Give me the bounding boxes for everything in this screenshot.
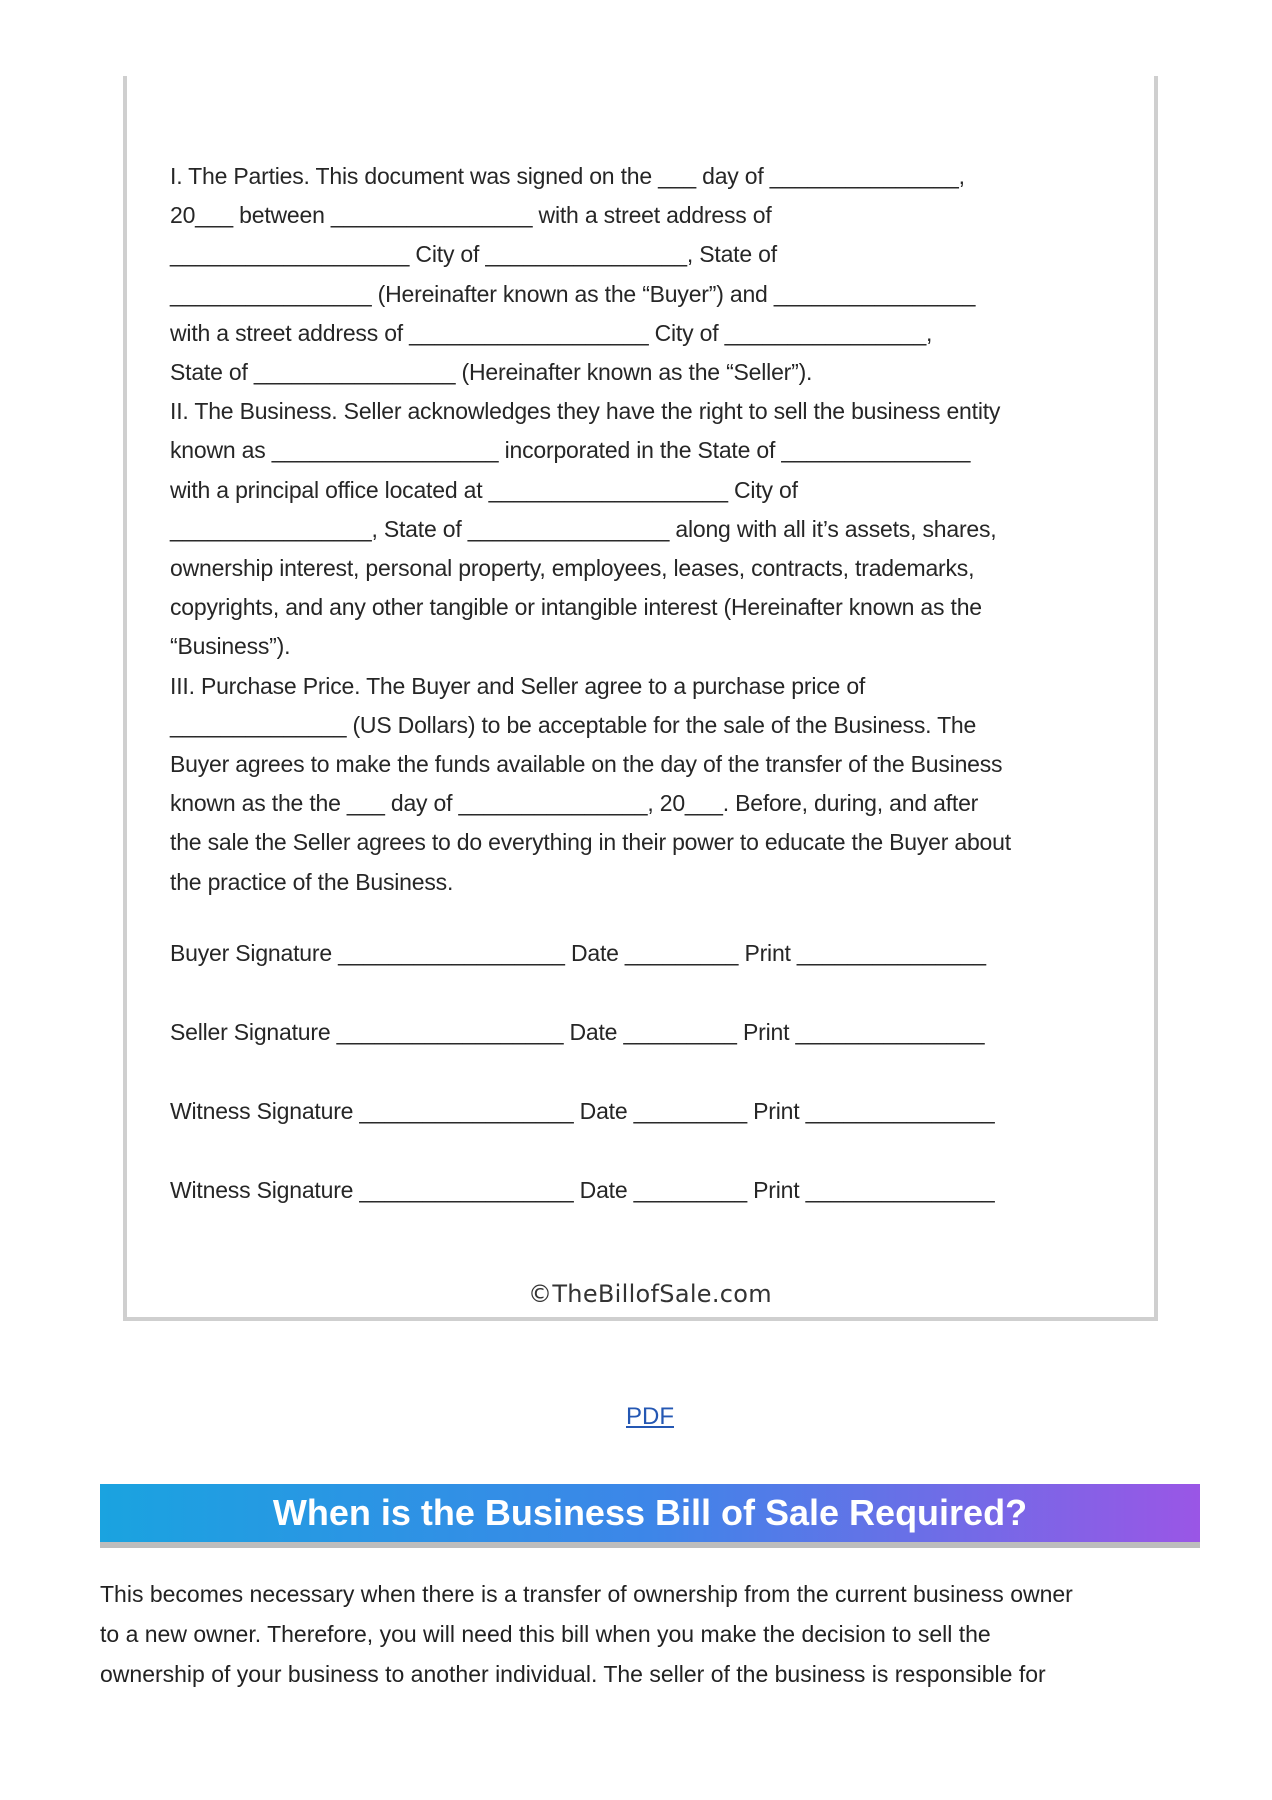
- paragraph-line: This becomes necessary when there is a transfer of ownership from the current business owner: [100, 1581, 1073, 1607]
- document-line: ________________, State of ________________ along with all it’s assets, shares,: [170, 515, 997, 542]
- copyright-notice: ©TheBillofSale.com: [528, 1280, 772, 1308]
- document-line: 20___ between ________________ with a street address of: [170, 202, 772, 229]
- document-line: Buyer agrees to make the funds available on the day of the transfer of the Business: [170, 751, 1003, 778]
- document-line: III. Purchase Price. The Buyer and Seller agree to a purchase price of: [170, 672, 866, 699]
- buyer-signature-line: Buyer Signature __________________ Date _________ Print _______________: [170, 940, 986, 966]
- document-line: known as __________________ incorporated in the State of _______________: [170, 437, 971, 464]
- document-line: ownership interest, personal property, employees, leases, contracts, trademarks,: [170, 555, 975, 582]
- document-line: I. The Parties. This document was signed on the ___ day of _______________,: [170, 163, 965, 189]
- document-line: with a principal office located at ___________________ City of: [170, 476, 798, 503]
- document-line: “Business”).: [170, 633, 291, 660]
- document-line: State of ________________ (Hereinafter known as the “Seller”).: [170, 359, 813, 386]
- section-heading: When is the Business Bill of Sale Required?: [100, 1484, 1200, 1548]
- document-line: ___________________ City of ________________, State of: [170, 241, 777, 268]
- witness-signature-line: Witness Signature _________________ Date _________ Print _______________: [170, 1098, 995, 1124]
- document-line: ______________ (US Dollars) to be acceptable for the sale of the Business. The: [170, 711, 977, 738]
- article-paragraph: [100, 1574, 1210, 1694]
- document-line: the sale the Seller agrees to do everything in their power to educate the Buyer about: [170, 829, 1011, 856]
- pdf-download-link[interactable]: PDF: [626, 1403, 674, 1430]
- paragraph-line: ownership of your business to another individual. The seller of the business is responsible for: [100, 1661, 1046, 1687]
- document-line: with a street address of ___________________ City of ________________,: [170, 319, 933, 346]
- document-line: ________________ (Hereinafter known as the “Buyer”) and ________________: [170, 280, 976, 307]
- document-line: known as the the ___ day of _______________, 20___. Before, during, and after: [170, 790, 979, 817]
- document-line: II. The Business. Seller acknowledges they have the right to sell the business entity: [170, 398, 1001, 425]
- paragraph-line: to a new owner. Therefore, you will need this bill when you make the decision to sell the: [100, 1621, 991, 1647]
- document-body: [170, 157, 1130, 902]
- witness-signature-line: Witness Signature _________________ Date _________ Print _______________: [170, 1177, 995, 1203]
- seller-signature-line: Seller Signature __________________ Date _________ Print _______________: [170, 1019, 985, 1045]
- document-line: copyrights, and any other tangible or intangible interest (Hereinafter known as the: [170, 594, 982, 621]
- document-line: the practice of the Business.: [170, 868, 454, 895]
